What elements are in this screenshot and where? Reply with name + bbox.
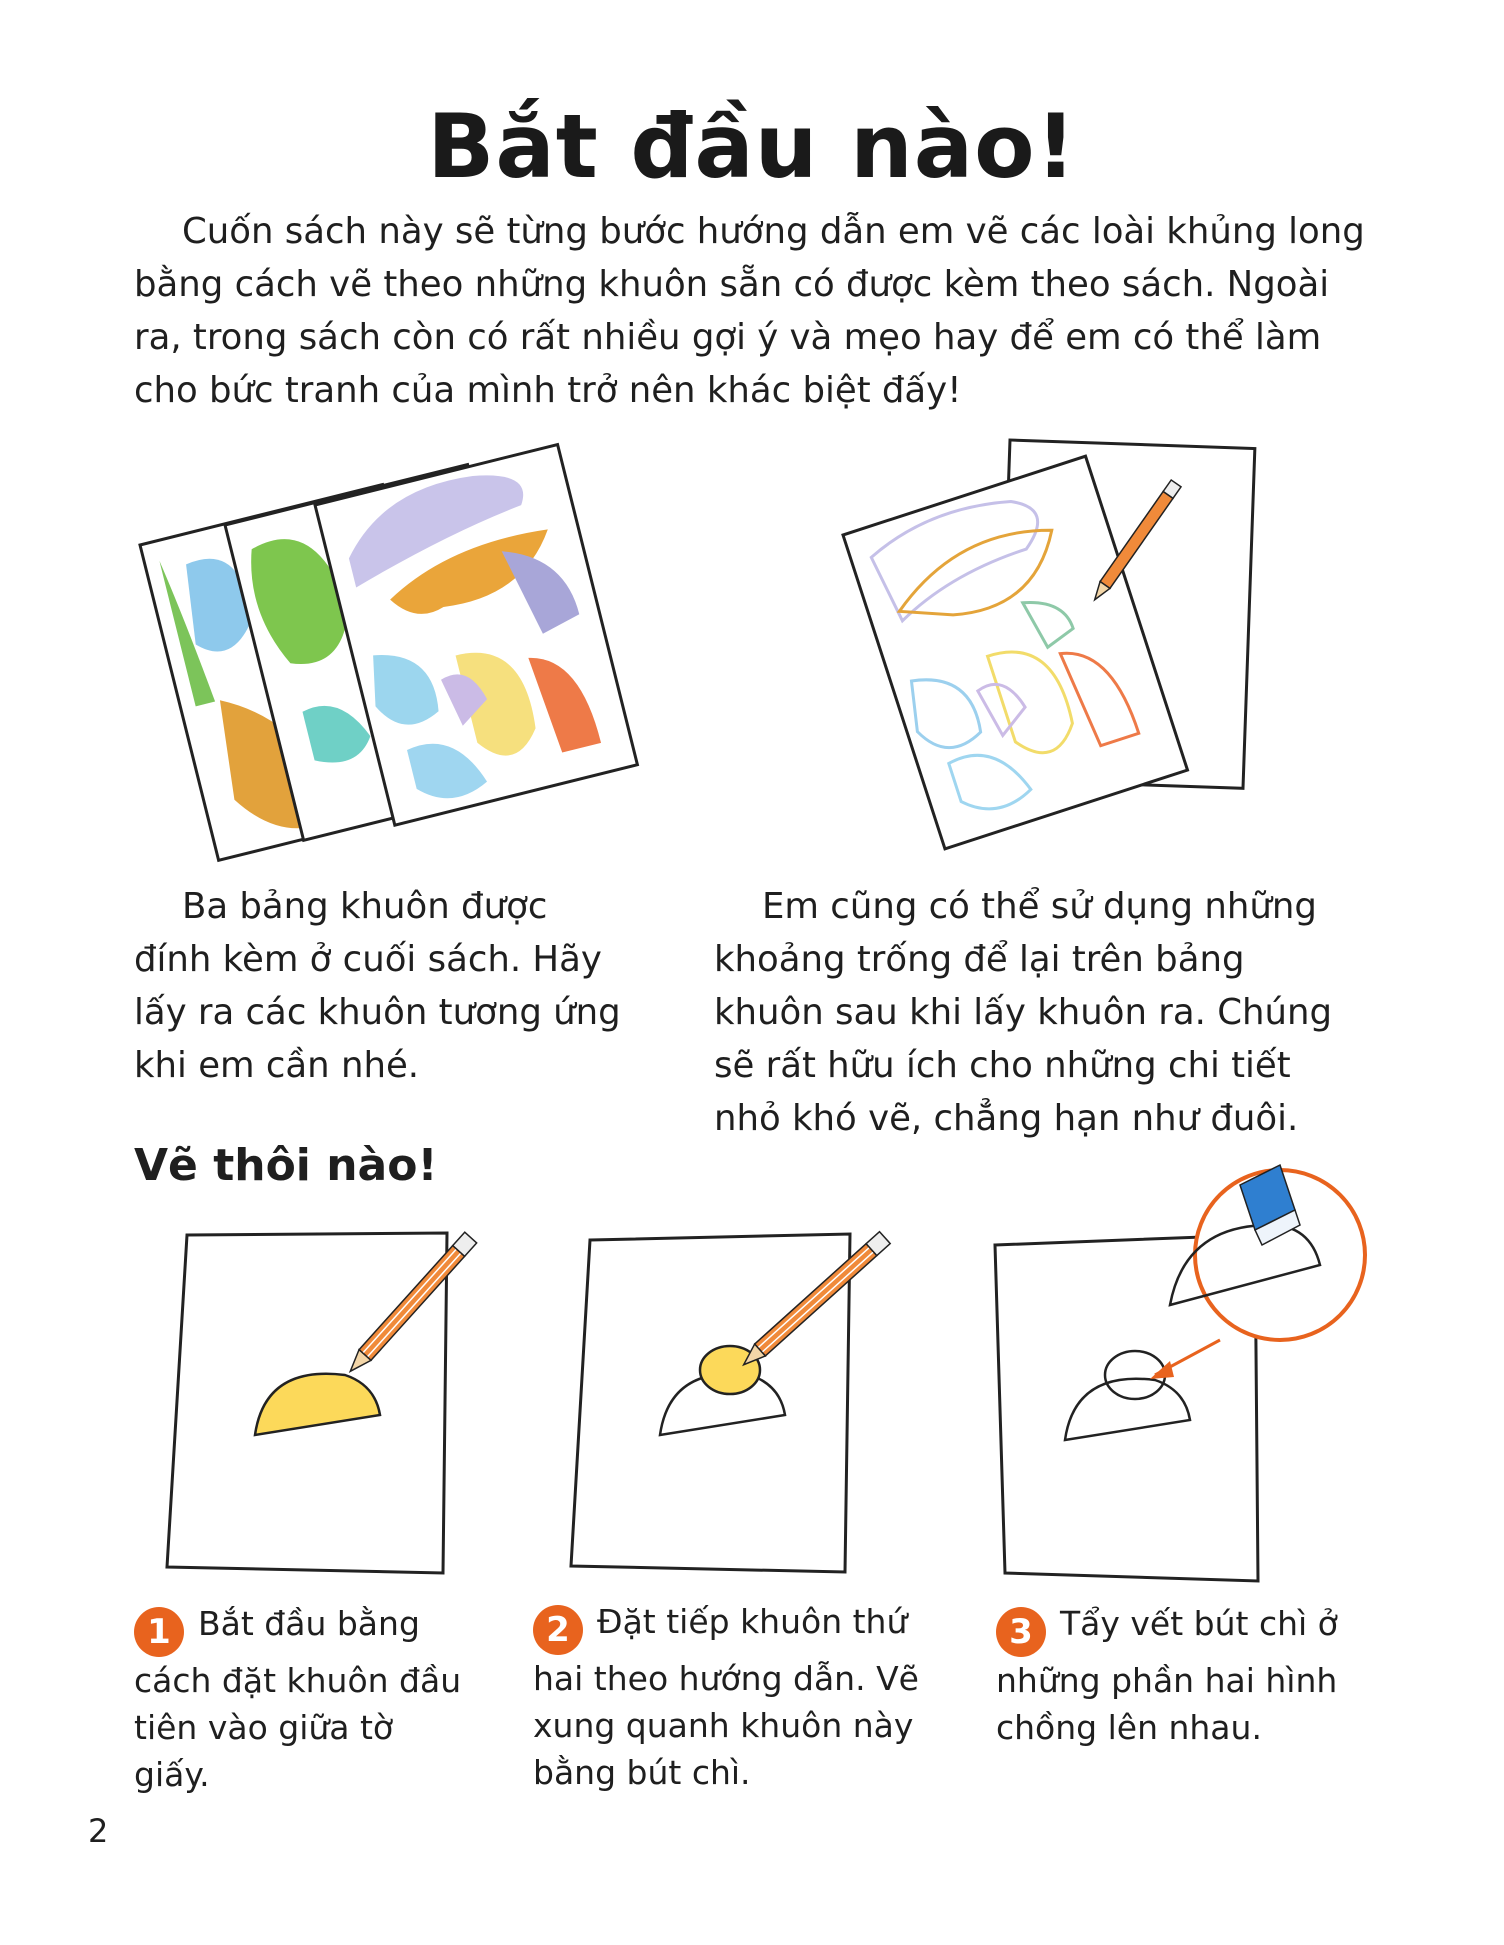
step-2-number: 2 — [533, 1605, 583, 1655]
step-1-illustration — [165, 1225, 485, 1585]
step-3-number: 3 — [996, 1607, 1046, 1657]
page-number: 2 — [88, 1812, 109, 1850]
intro-paragraph: Cuốn sách này sẽ từng bước hướng dẫn em vẽ các loài khủng long bằng cách vẽ theo những khuôn sẵn có được kèm theo sách. Ngoài ra, trong sách còn có rất nhiều gợi ý và mẹo hay để em có thể làm cho bức tranh của mình trở nên khác biệt đấy! — [134, 211, 1365, 411]
step-2-illustration — [565, 1220, 885, 1580]
subheading: Vẽ thôi nào! — [134, 1140, 438, 1191]
step-1-number: 1 — [134, 1607, 184, 1657]
step-3-text: 3 Tẩy vết bút chì ở những phần hai hình chồng lên nhau. — [996, 1604, 1338, 1747]
step-2-text: 2 Đặt tiếp khuôn thứ hai theo hướng dẫn. Vẽ xung quanh khuôn này bằng bút chì. — [533, 1602, 919, 1792]
traced-sheet-illustration — [835, 440, 1275, 860]
caption-right: Em cũng có thể sử dụng những khoảng trống để lại trên bảng khuôn sau khi lấy khuôn ra. Chúng sẽ rất hữu ích cho những chi tiết nhỏ khó vẽ, chẳng hạn như đuôi. — [714, 886, 1333, 1139]
page-title: Bắt đầu nào! — [427, 95, 1077, 198]
stencil-sheets-illustration — [130, 420, 750, 880]
step-1-text: 1 Bắt đầu bằng cách đặt khuôn đầu tiên vào giữa tờ giấy. — [134, 1604, 462, 1794]
caption-left: Ba bảng khuôn được đính kèm ở cuối sách. Hãy lấy ra các khuôn tương ứng khi em cần nhé. — [134, 886, 621, 1086]
step-3-illustration — [990, 1165, 1370, 1585]
